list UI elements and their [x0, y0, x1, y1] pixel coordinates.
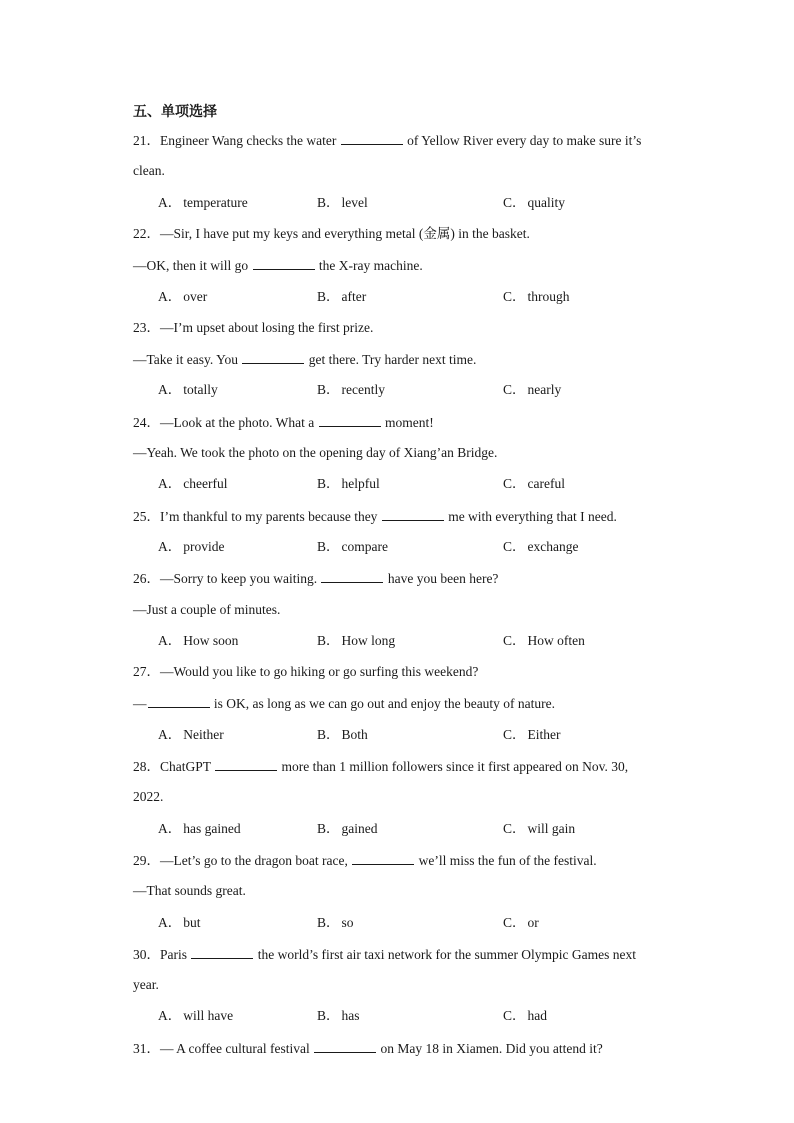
- question-number: 30．: [133, 946, 160, 962]
- option-text: helpful: [341, 476, 380, 492]
- question-text: the X-ray machine.: [315, 258, 423, 274]
- option-a[interactable]: [158, 381, 218, 399]
- option-text: so: [341, 914, 354, 930]
- section-title: 五、单项选择: [133, 105, 217, 120]
- question-text: we’ll miss the fun of the festival.: [415, 852, 597, 868]
- option-c[interactable]: [503, 820, 575, 838]
- option-b[interactable]: [317, 726, 368, 744]
- question-line: [133, 131, 641, 150]
- option-text: provide: [183, 538, 225, 554]
- question-line: [133, 569, 498, 588]
- option-letter: A．: [158, 288, 182, 304]
- option-text: exchange: [527, 538, 579, 554]
- question-line: [133, 976, 159, 994]
- question-text: have you been here?: [384, 571, 499, 587]
- option-c[interactable]: [503, 1007, 547, 1025]
- option-letter: A．: [158, 820, 182, 836]
- question-line: [133, 663, 478, 681]
- option-b[interactable]: [317, 1007, 360, 1025]
- option-a[interactable]: [158, 632, 238, 650]
- question-text: me with everything that I need.: [444, 508, 617, 524]
- answer-blank: [215, 757, 277, 771]
- question-text: get there. Try harder next time.: [305, 352, 477, 368]
- option-text: has: [341, 1008, 360, 1024]
- question-text: —That sounds great.: [133, 883, 246, 899]
- option-c[interactable]: [503, 632, 585, 650]
- option-letter: A．: [158, 914, 182, 930]
- option-letter: A．: [158, 1008, 182, 1024]
- option-a[interactable]: [158, 288, 207, 306]
- option-text: nearly: [527, 382, 562, 398]
- answer-blank: [242, 350, 304, 364]
- question-line: [133, 256, 423, 275]
- option-letter: B．: [317, 194, 340, 210]
- option-a[interactable]: [158, 914, 201, 932]
- option-letter: A．: [158, 726, 182, 742]
- question-text: on May 18 in Xiamen. Did you attend it?: [377, 1040, 603, 1056]
- question-text: —Just a couple of minutes.: [133, 601, 281, 617]
- option-text: Both: [341, 726, 368, 742]
- option-text: gained: [341, 820, 378, 836]
- question-line: [133, 694, 555, 713]
- option-letter: B．: [317, 538, 340, 554]
- option-a[interactable]: [158, 1007, 233, 1025]
- question-text: more than 1 million followers since it first appeared on Nov. 30,: [278, 759, 629, 774]
- question-text: of Yellow River every day to make sure it’s: [403, 133, 642, 148]
- question-text: — A coffee cultural festival: [160, 1040, 314, 1056]
- question-line: [133, 162, 165, 180]
- question-line: [133, 851, 597, 870]
- question-line: [133, 1039, 603, 1058]
- option-letter: C．: [503, 820, 526, 836]
- option-text: will have: [183, 1008, 234, 1024]
- question-number: 21．: [133, 133, 160, 148]
- option-letter: C．: [503, 726, 526, 742]
- option-letter: C．: [503, 476, 526, 492]
- option-letter: C．: [503, 538, 526, 554]
- option-text: will gain: [527, 820, 576, 836]
- question-text: Paris: [160, 946, 191, 962]
- option-c[interactable]: [503, 381, 561, 399]
- question-text: —Let’s go to the dragon boat race,: [160, 852, 352, 868]
- option-letter: B．: [317, 288, 340, 304]
- option-letter: C．: [503, 288, 526, 304]
- option-b[interactable]: [317, 288, 366, 306]
- question-line: [133, 601, 280, 619]
- option-b[interactable]: [317, 820, 378, 838]
- option-a[interactable]: [158, 475, 227, 493]
- question-text: Engineer Wang checks the water: [160, 133, 340, 148]
- option-text: quality: [527, 194, 566, 210]
- option-text: recently: [341, 382, 385, 398]
- question-text: —Would you like to go hiking or go surfing this weekend?: [160, 664, 479, 680]
- option-text: Neither: [183, 726, 224, 742]
- option-letter: A．: [158, 476, 182, 492]
- option-text: How often: [527, 632, 585, 648]
- option-b[interactable]: [317, 475, 380, 493]
- answer-blank: [319, 413, 381, 427]
- answer-blank: [191, 945, 253, 959]
- option-text: through: [527, 288, 570, 304]
- option-b[interactable]: [317, 914, 354, 932]
- answer-blank: [321, 569, 383, 583]
- question-line: [133, 319, 373, 337]
- question-number: 26．: [133, 571, 160, 587]
- option-text: after: [341, 288, 367, 304]
- option-c[interactable]: [503, 475, 565, 493]
- option-c[interactable]: [503, 538, 578, 556]
- option-text: cheerful: [183, 476, 228, 492]
- question-line: [133, 350, 476, 369]
- option-c[interactable]: [503, 194, 565, 212]
- question-text: —: [133, 696, 147, 712]
- answer-blank: [341, 131, 403, 145]
- option-letter: A．: [158, 382, 182, 398]
- question-line: [133, 444, 497, 462]
- question-line: [133, 945, 636, 964]
- question-text: —Sorry to keep you waiting.: [160, 571, 321, 587]
- question-text: the world’s first air taxi network for the summer Olympic Games next: [254, 946, 637, 962]
- question-text: ChatGPT: [160, 759, 215, 774]
- option-letter: B．: [317, 632, 340, 648]
- option-letter: B．: [317, 1008, 340, 1024]
- option-letter: B．: [317, 382, 340, 398]
- question-text: —Look at the photo. What a: [160, 414, 318, 430]
- option-text: but: [183, 914, 201, 930]
- option-letter: C．: [503, 1008, 526, 1024]
- question-text: moment!: [381, 414, 434, 430]
- question-number: 22．: [133, 225, 160, 241]
- option-b[interactable]: [317, 381, 385, 399]
- option-text: over: [183, 288, 208, 304]
- question-line: [133, 882, 246, 900]
- answer-blank: [314, 1039, 376, 1053]
- question-number: 23．: [133, 319, 160, 335]
- option-letter: C．: [503, 632, 526, 648]
- question-number: 29．: [133, 852, 160, 868]
- option-b[interactable]: [317, 194, 368, 212]
- question-number: 25．: [133, 508, 160, 524]
- question-number: 27．: [133, 664, 160, 680]
- question-text: clean.: [133, 163, 165, 179]
- answer-blank: [352, 851, 414, 865]
- option-c[interactable]: [503, 288, 570, 306]
- question-text: year.: [133, 977, 159, 993]
- question-line: [133, 757, 628, 776]
- question-text: —I’m upset about losing the first prize.: [160, 319, 374, 335]
- option-letter: B．: [317, 820, 340, 836]
- option-a[interactable]: [158, 538, 225, 556]
- option-text: How soon: [183, 632, 239, 648]
- option-text: compare: [341, 538, 388, 554]
- option-letter: A．: [158, 194, 182, 210]
- option-a[interactable]: [158, 820, 241, 838]
- option-letter: C．: [503, 914, 526, 930]
- option-letter: A．: [158, 632, 182, 648]
- option-c[interactable]: [503, 914, 539, 932]
- question-text: —OK, then it will go: [133, 258, 252, 274]
- option-letter: A．: [158, 538, 182, 554]
- option-text: temperature: [183, 194, 248, 210]
- option-text: level: [341, 194, 368, 210]
- option-text: Either: [527, 726, 561, 742]
- question-text: —Yeah. We took the photo on the opening day of Xiang’an Bridge.: [133, 445, 498, 460]
- option-letter: B．: [317, 726, 340, 742]
- answer-blank: [253, 256, 315, 270]
- option-letter: B．: [317, 476, 340, 492]
- question-number: 28．: [133, 759, 160, 774]
- option-a[interactable]: [158, 194, 248, 212]
- option-text: careful: [527, 476, 565, 492]
- option-text: How long: [341, 632, 396, 648]
- question-line: [133, 507, 617, 526]
- question-text: is OK, as long as we can go out and enjoy the beauty of nature.: [210, 696, 556, 712]
- question-line: [133, 788, 163, 806]
- question-number: 24．: [133, 414, 160, 430]
- option-text: or: [527, 914, 539, 930]
- question-text: —Take it easy. You: [133, 352, 242, 368]
- option-b[interactable]: [317, 538, 388, 556]
- option-a[interactable]: [158, 726, 224, 744]
- option-letter: C．: [503, 194, 526, 210]
- option-b[interactable]: [317, 632, 395, 650]
- option-c[interactable]: [503, 726, 561, 744]
- answer-blank: [382, 507, 444, 521]
- option-text: totally: [183, 382, 218, 398]
- question-text: —Sir, I have put my keys and everything metal (金属) in the basket.: [160, 225, 530, 241]
- option-text: had: [527, 1008, 548, 1024]
- question-line: [133, 413, 434, 432]
- answer-blank: [148, 694, 210, 708]
- question-text: I’m thankful to my parents because they: [160, 508, 381, 524]
- question-number: 31．: [133, 1040, 160, 1056]
- option-text: has gained: [183, 820, 241, 836]
- question-text: 2022.: [133, 789, 164, 805]
- question-line: [133, 225, 530, 243]
- option-letter: B．: [317, 914, 340, 930]
- option-letter: C．: [503, 382, 526, 398]
